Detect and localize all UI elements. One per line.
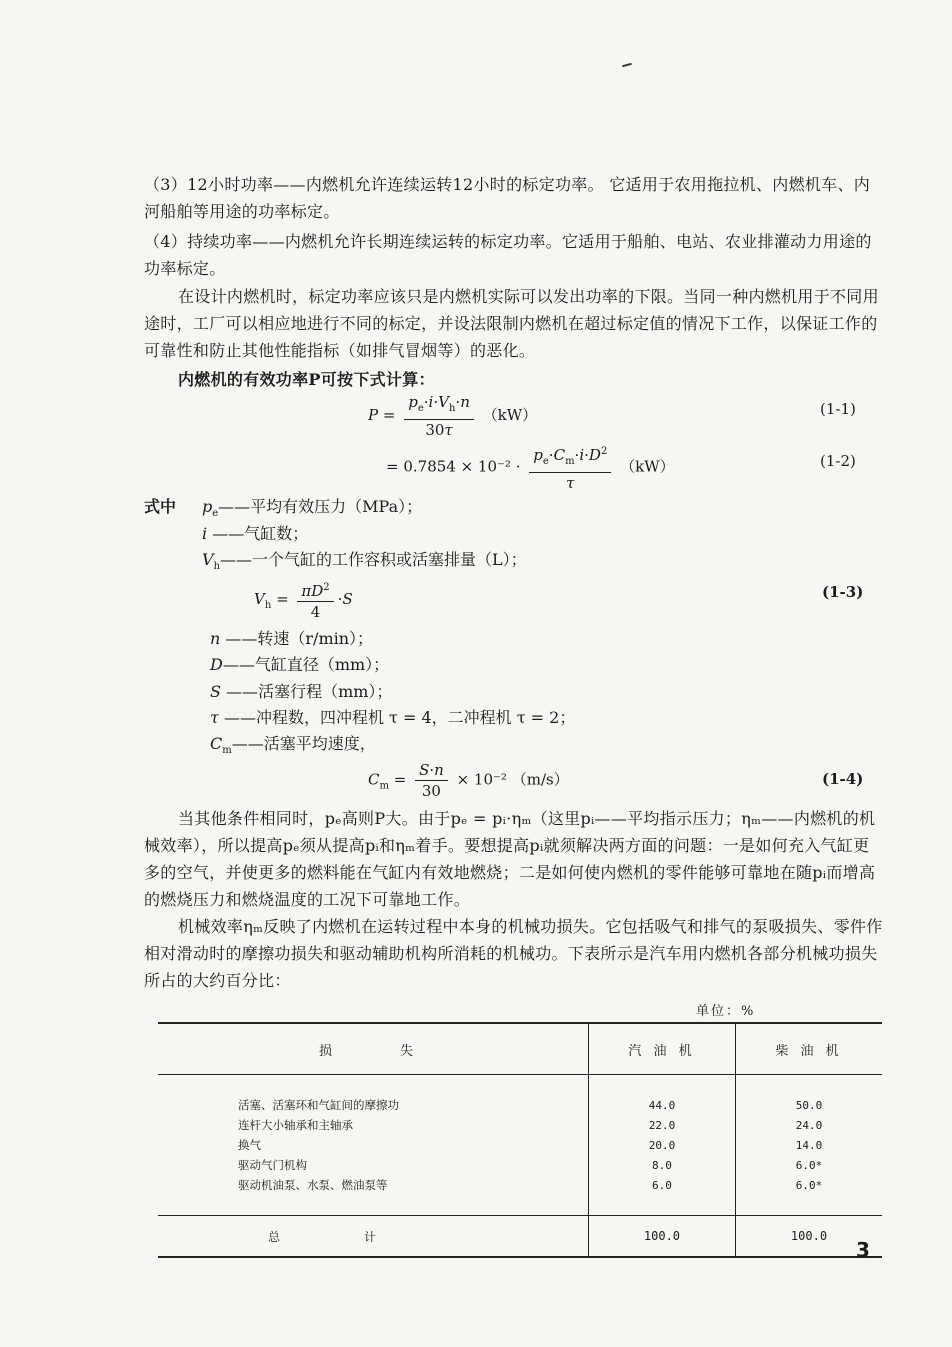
def-i: i ——气缸数； bbox=[202, 524, 309, 543]
scan-speck bbox=[622, 63, 632, 68]
table-row bbox=[158, 1115, 882, 1135]
equation-1-3: $V_h$ = $\frac{\pi D^2}{4}$ ·S bbox=[254, 578, 353, 622]
equation-1-3-number: (1-3) bbox=[822, 583, 864, 601]
equation-1-1: P = $\frac{p_e\cdot i\cdot V_h\cdot n}{30\tau}$ （kW） bbox=[368, 393, 538, 439]
total-diesel: 100.0 bbox=[735, 1216, 882, 1258]
row-label: 换气 bbox=[238, 1138, 261, 1152]
mechanical-loss-table bbox=[158, 1022, 882, 1258]
paragraph-12h-power: （3）12小时功率——内燃机允许连续运转12小时的标定功率。 它适用于农用拖拉机、内燃机车、内河船舶等用途的功率标定。 bbox=[144, 175, 871, 221]
header-loss: 损 失 bbox=[158, 1023, 588, 1075]
def-tau: τ ——冲程数，四冲程机 τ = 4，二冲程机 τ = 2； bbox=[210, 708, 576, 727]
def-pe: $p_e——$平均有效压力（MPa）； bbox=[202, 497, 423, 520]
def-S: S ——活塞行程（mm）； bbox=[210, 682, 393, 701]
total-label: 总 计 bbox=[158, 1216, 588, 1258]
row-gasoline: 20.0 bbox=[588, 1135, 735, 1155]
paragraph-mech-efficiency: 机械效率ηₘ反映了内燃机在运转过程中本身的机械功损失。它包括吸气和排气的泵吸损失、零件作相对滑动时的摩擦功损失和驱动辅助机构所消耗的机械功。下表所示是汽车用内燃机各部分机械功损失所占的大约百分比： bbox=[144, 917, 883, 990]
equation-1-2-number: (1-2) bbox=[820, 452, 856, 470]
row-label: 驱动机油泵、水泵、燃油泵等 bbox=[238, 1178, 388, 1192]
row-label: 活塞、活塞环和气缸间的摩擦功 bbox=[238, 1098, 399, 1112]
table-row bbox=[158, 1135, 882, 1155]
row-diesel: 50.0 bbox=[735, 1095, 882, 1115]
def-D: D——气缸直径（mm）； bbox=[210, 655, 390, 674]
row-diesel: 6.0* bbox=[735, 1175, 882, 1195]
def-vh: $V_h——$一个气缸的工作容积或活塞排量（L）； bbox=[202, 550, 527, 573]
row-label: 连杆大小轴承和主轴承 bbox=[238, 1118, 353, 1132]
paragraph-continuous-power: （4）持续功率——内燃机允许长期连续运转的标定功率。它适用于船舶、电站、农业排灌动力用途的功率标定。 bbox=[144, 232, 872, 278]
table-unit: 单位：% bbox=[696, 1004, 756, 1019]
table-row bbox=[158, 1155, 882, 1175]
table-row bbox=[158, 1175, 882, 1195]
row-diesel: 24.0 bbox=[735, 1115, 882, 1135]
equation-1-2: = 0.7854 × 10⁻² · $\frac{p_e\cdot C_m\cdot i\cdot D^2}{\tau}$ （kW） bbox=[386, 442, 675, 493]
row-label: 驱动气门机构 bbox=[238, 1158, 307, 1172]
row-gasoline: 44.0 bbox=[588, 1095, 735, 1115]
paragraph-effective-power: 内燃机的有效功率P可按下式计算： bbox=[178, 370, 435, 389]
table-header-row bbox=[158, 1023, 882, 1075]
table-total-row bbox=[158, 1216, 882, 1258]
equation-1-4: $C_m$ = $\frac{S\cdot n}{30}$ × 10⁻² （m/s） bbox=[368, 761, 569, 800]
row-gasoline: 8.0 bbox=[588, 1155, 735, 1175]
paragraph-pe-discussion: 当其他条件相同时，pₑ高则P大。由于pₑ = pᵢ·ηₘ（这里pᵢ——平均指示压力；ηₘ——内燃机的机械效率），所以提高pₑ须从提高pᵢ和ηₘ着手。要想提高pᵢ就须解决两方面的问题：一是如何充入气缸更多的空气，并使更多的燃料能在气缸内有效地燃烧；二是如何使内燃机的零件能够可靠地在随pᵢ而增高的燃烧压力和燃烧温度的工况下可靠地工作。 bbox=[144, 809, 876, 909]
definitions-lead: 式中 bbox=[144, 497, 177, 516]
row-diesel: 6.0* bbox=[735, 1155, 882, 1175]
row-diesel: 14.0 bbox=[735, 1135, 882, 1155]
equation-1-1-number: (1-1) bbox=[820, 400, 856, 418]
header-gasoline: 汽 油 机 bbox=[588, 1023, 735, 1075]
paragraph-design-note: 在设计内燃机时，标定功率应该只是内燃机实际可以发出功率的下限。当同一种内燃机用于不同用途时，工厂可以相应地进行不同的标定，并设法限制内燃机在超过标定值的情况下工作，以保证工作的可靠性和防止其他性能指标（如排气冒烟等）的恶化。 bbox=[144, 287, 879, 360]
total-gasoline: 100.0 bbox=[588, 1216, 735, 1258]
def-n: n ——转速（r/min）； bbox=[210, 629, 374, 648]
equation-1-4-number: (1-4) bbox=[822, 770, 864, 788]
page-number: 3 bbox=[856, 1238, 870, 1262]
def-cm: $C_m——$活塞平均速度， bbox=[210, 734, 376, 757]
table-row bbox=[158, 1095, 882, 1115]
row-gasoline: 22.0 bbox=[588, 1115, 735, 1135]
header-diesel: 柴 油 机 bbox=[735, 1023, 882, 1075]
row-gasoline: 6.0 bbox=[588, 1175, 735, 1195]
